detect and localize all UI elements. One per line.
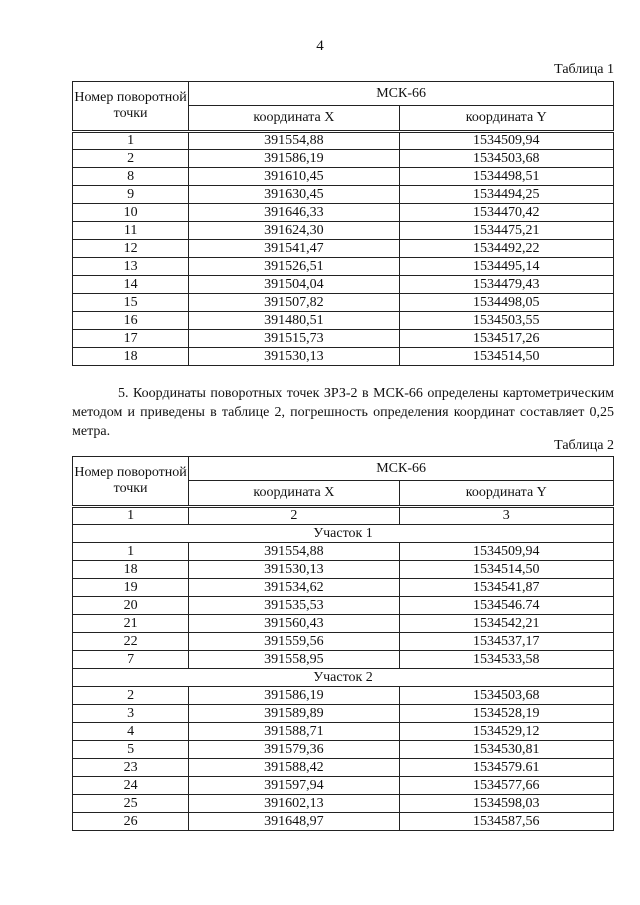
- table2-header-y: координата Y: [399, 481, 613, 507]
- table-cell: 391602,13: [189, 795, 399, 813]
- table1: [72, 81, 614, 366]
- table-row: [73, 312, 614, 330]
- table-cell: 1534498,05: [399, 294, 613, 312]
- table-row: [73, 741, 614, 759]
- table-row: [73, 759, 614, 777]
- table-cell: 1534529,12: [399, 723, 613, 741]
- table-cell: 391526,51: [189, 258, 399, 276]
- table1-body: [73, 132, 614, 366]
- table-row: [73, 795, 614, 813]
- table-cell: 1534546.74: [399, 597, 613, 615]
- table-cell: 19: [73, 579, 189, 597]
- table-cell: 1534517,26: [399, 330, 613, 348]
- table1-header-x: координата X: [189, 106, 399, 132]
- table-cell: 391535,53: [189, 597, 399, 615]
- table-row: [73, 723, 614, 741]
- table-cell: 391646,33: [189, 204, 399, 222]
- table-cell: 1534579.61: [399, 759, 613, 777]
- table1-header-system: МСК-66: [189, 82, 614, 106]
- table-cell: 391597,94: [189, 777, 399, 795]
- table-cell: 391480,51: [189, 312, 399, 330]
- table-cell: 3: [73, 705, 189, 723]
- table-cell: 21: [73, 615, 189, 633]
- table-cell: 391504,04: [189, 276, 399, 294]
- table-cell: 1534503,68: [399, 150, 613, 168]
- table-row: [73, 348, 614, 366]
- table2-header-x: координата X: [189, 481, 399, 507]
- table-cell: 391579,36: [189, 741, 399, 759]
- table-cell: 12: [73, 240, 189, 258]
- table-cell: 1534509,94: [399, 132, 613, 150]
- table2-caption: Таблица 2: [554, 438, 614, 453]
- table-row: [73, 330, 614, 348]
- table1-header-y: координата Y: [399, 106, 613, 132]
- table-row: [73, 276, 614, 294]
- table-cell: 5: [73, 741, 189, 759]
- table-row: [73, 258, 614, 276]
- table-cell: 391558,95: [189, 651, 399, 669]
- table-row: [73, 150, 614, 168]
- section-row: [73, 669, 614, 687]
- table-row: [73, 507, 614, 525]
- table-row: [73, 813, 614, 831]
- table-cell: 1534514,50: [399, 561, 613, 579]
- table-cell: 1534498,51: [399, 168, 613, 186]
- table-cell: 1: [73, 543, 189, 561]
- table-cell: 4: [73, 723, 189, 741]
- table1-header-point: Номер поворотной точки: [73, 82, 189, 132]
- table-cell: 14: [73, 276, 189, 294]
- table-cell: 22: [73, 633, 189, 651]
- table-cell: 2: [189, 507, 399, 525]
- table-cell: 18: [73, 348, 189, 366]
- table-cell: 1534475,21: [399, 222, 613, 240]
- table1-caption: Таблица 1: [554, 62, 614, 77]
- table-cell: 391559,56: [189, 633, 399, 651]
- table-cell: 1: [73, 132, 189, 150]
- table-cell: 1534533,58: [399, 651, 613, 669]
- table-row: [73, 579, 614, 597]
- section-title: Участок 2: [73, 669, 614, 687]
- table-cell: 391554,88: [189, 132, 399, 150]
- table2-header-point: Номер поворотной точки: [73, 457, 189, 507]
- table-row: [73, 633, 614, 651]
- table-cell: 7: [73, 651, 189, 669]
- table-cell: 3: [399, 507, 613, 525]
- table-cell: 1534514,50: [399, 348, 613, 366]
- table-cell: 1534587,56: [399, 813, 613, 831]
- table-cell: 1534503,68: [399, 687, 613, 705]
- table-cell: 391624,30: [189, 222, 399, 240]
- table-row: [73, 186, 614, 204]
- table-row: [73, 204, 614, 222]
- page-number: 4: [316, 38, 324, 54]
- table-cell: 391507,82: [189, 294, 399, 312]
- table-cell: 1534470,42: [399, 204, 613, 222]
- table-cell: 391541,47: [189, 240, 399, 258]
- table-cell: 391586,19: [189, 687, 399, 705]
- table-cell: 391588,42: [189, 759, 399, 777]
- table-cell: 391648,97: [189, 813, 399, 831]
- table-cell: 2: [73, 687, 189, 705]
- table-row: [73, 240, 614, 258]
- table-cell: 1534479,43: [399, 276, 613, 294]
- table-cell: 11: [73, 222, 189, 240]
- table-cell: 1534537,17: [399, 633, 613, 651]
- table-cell: 1534598,03: [399, 795, 613, 813]
- table-cell: 26: [73, 813, 189, 831]
- table2-header-system: МСК-66: [189, 457, 614, 481]
- table-row: [73, 168, 614, 186]
- table-cell: 391530,13: [189, 561, 399, 579]
- table-cell: 1534503,55: [399, 312, 613, 330]
- section-row: [73, 525, 614, 543]
- table-cell: 391560,43: [189, 615, 399, 633]
- table-row: [73, 543, 614, 561]
- table-cell: 391554,88: [189, 543, 399, 561]
- table-cell: 391630,45: [189, 186, 399, 204]
- table-cell: 1534495,14: [399, 258, 613, 276]
- table-row: [73, 615, 614, 633]
- table-cell: 17: [73, 330, 189, 348]
- table-row: [73, 777, 614, 795]
- table-cell: 23: [73, 759, 189, 777]
- table-row: [73, 705, 614, 723]
- table-row: [73, 597, 614, 615]
- table-row: [73, 651, 614, 669]
- table-cell: 391588,71: [189, 723, 399, 741]
- table-cell: 9: [73, 186, 189, 204]
- table-cell: 1534577,66: [399, 777, 613, 795]
- table-cell: 1534494,25: [399, 186, 613, 204]
- table-cell: 15: [73, 294, 189, 312]
- table-row: [73, 222, 614, 240]
- table-cell: 16: [73, 312, 189, 330]
- table-cell: 1534492,22: [399, 240, 613, 258]
- table-row: [73, 132, 614, 150]
- table2-body: [73, 507, 614, 831]
- table-cell: 18: [73, 561, 189, 579]
- table-cell: 10: [73, 204, 189, 222]
- table-row: [73, 561, 614, 579]
- table-cell: 391589,89: [189, 705, 399, 723]
- table-cell: 2: [73, 150, 189, 168]
- table-cell: 391515,73: [189, 330, 399, 348]
- section-title: Участок 1: [73, 525, 614, 543]
- table2: [72, 456, 614, 831]
- table-cell: 391586,19: [189, 150, 399, 168]
- table-cell: 391610,45: [189, 168, 399, 186]
- table-cell: 1: [73, 507, 189, 525]
- table-cell: 391534,62: [189, 579, 399, 597]
- table-cell: 1534542,21: [399, 615, 613, 633]
- paragraph: 5. Координаты поворотных точек ЗРЗ-2 в МСК-66 определены картометрическим методом и приведены в таблице 2, погрешность определения координат составляет 0,25 метра.: [72, 386, 614, 439]
- table-cell: 24: [73, 777, 189, 795]
- table-cell: 20: [73, 597, 189, 615]
- table-cell: 1534530,81: [399, 741, 613, 759]
- table-cell: 13: [73, 258, 189, 276]
- table-cell: 8: [73, 168, 189, 186]
- table-cell: 391530,13: [189, 348, 399, 366]
- table-row: [73, 294, 614, 312]
- table-cell: 25: [73, 795, 189, 813]
- table-row: [73, 687, 614, 705]
- table-cell: 1534509,94: [399, 543, 613, 561]
- table-cell: 1534541,87: [399, 579, 613, 597]
- table-cell: 1534528,19: [399, 705, 613, 723]
